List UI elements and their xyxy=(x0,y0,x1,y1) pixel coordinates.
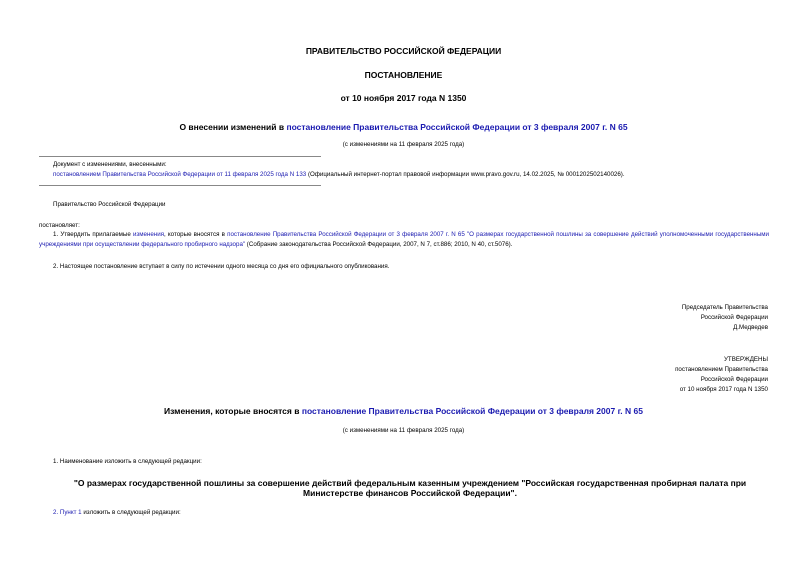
approved-line-2: постановлением Правительства xyxy=(675,366,768,373)
annex-decree-link[interactable]: постановление Правительства Российской Федерации от 3 февраля 2007 г. N 65 xyxy=(301,406,643,416)
item-2-paragraph: 2. Настоящее постановление вступает в силу по истечении одного месяца со дня его официального опубликования. xyxy=(53,263,390,270)
signature-title-1: Председатель Правительства xyxy=(681,304,768,311)
new-title-quote: "О размерах государственной пошлины за совершение действий федеральным казенным учреждением "Российская государственная пробирная палата при Министерстве финансов Российской Федерации". xyxy=(73,478,747,498)
document-title-prefix: О внесении изменений в xyxy=(179,122,287,132)
government-subject: Правительство Российской Федерации xyxy=(53,201,166,208)
annex-item-2-number: 2. xyxy=(53,509,60,516)
amending-act-link[interactable]: постановлением Правительства Российской Федерации от 11 февраля 2025 года N 133 xyxy=(53,171,307,178)
document-date-number: от 10 ноября 2017 года N 1350 xyxy=(340,93,467,103)
item-1-middle: , которые вносятся в xyxy=(164,231,228,238)
annex-item-2 xyxy=(53,509,181,516)
document-type: ПОСТАНОВЛЕНИЕ xyxy=(364,70,443,80)
annex-title-prefix: Изменения, которые вносятся в xyxy=(164,406,302,416)
annex-item-1: 1. Наименование изложить в следующей редакции: xyxy=(53,458,202,465)
paragraph-1-link[interactable]: Пункт 1 xyxy=(59,509,82,516)
amending-act-source: (Официальный интернет-портал правовой информации www.pravo.gov.ru, 14.02.2025, № 0001202502140026). xyxy=(306,171,625,178)
annex-title xyxy=(0,406,807,416)
signature-title-2: Российской Федерации xyxy=(700,314,768,321)
document-title xyxy=(0,122,807,132)
changes-link[interactable]: изменения xyxy=(132,231,165,238)
resolves-word: постановляет: xyxy=(39,222,80,229)
decree-65-link[interactable]: постановление Правительства Российской Федерации от 3 февраля 2007 г. N 65 "О размерах государственной пошлины за совершение действий уполномоченными государственными учреждениями при осуществлении федерального пробирного надзора" xyxy=(39,231,769,248)
approved-line-4: от 10 ноября 2017 года N 1350 xyxy=(679,386,768,393)
approved-heading: УТВЕРЖДЕНЫ xyxy=(724,356,768,363)
item-1-paragraph xyxy=(39,230,769,250)
edition-note: (с изменениями на 11 февраля 2025 года) xyxy=(342,141,465,148)
item-1-source: (Собрание законодательства Российской Федерации, 2007, N 7, ст.886; 2010, N 40, ст.5076). xyxy=(245,241,513,248)
approved-line-3: Российской Федерации xyxy=(700,376,768,383)
annex-item-2-rest: изложить в следующей редакции: xyxy=(81,509,181,516)
changes-box-entry xyxy=(53,171,625,178)
signature-name: Д.Медведев xyxy=(733,324,768,331)
amended-act-link[interactable]: постановление Правительства Российской Федерации от 3 февраля 2007 г. N 65 xyxy=(286,122,628,132)
changes-box-bottom-rule xyxy=(39,185,321,186)
government-heading: ПРАВИТЕЛЬСТВО РОССИЙСКОЙ ФЕДЕРАЦИИ xyxy=(305,46,502,56)
annex-edition-note: (с изменениями на 11 февраля 2025 года) xyxy=(342,427,465,434)
changes-box-label: Документ с изменениями, внесенными: xyxy=(53,161,167,168)
changes-box-top-rule xyxy=(39,156,321,157)
item-1-prefix: 1. Утвердить прилагаемые xyxy=(53,231,133,238)
